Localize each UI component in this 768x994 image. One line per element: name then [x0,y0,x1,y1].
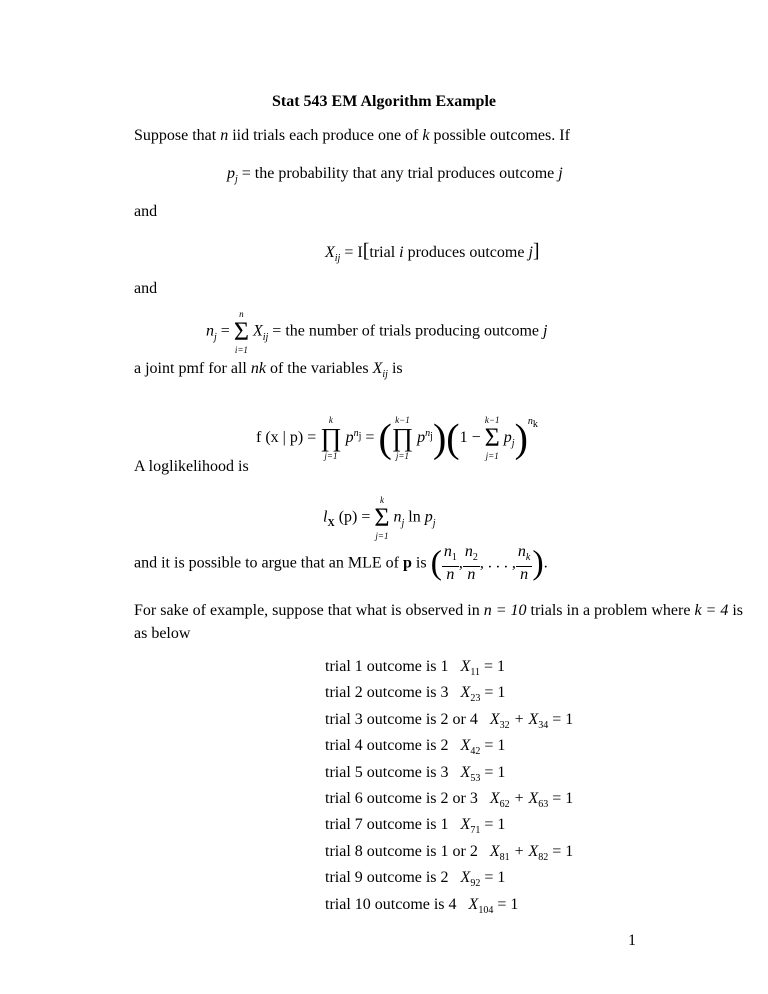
pmf-equation: f (x | p) = k ∏ j=1 $p^{n_j}$ = ( k−1 ∏ j=1 $p^{n_j})(1$ − k−1 Σ j=1 $p_j)^{n_k}$ [256,415,538,462]
page-title: Stat 543 EM Algorithm Example [272,93,496,110]
trial-row: trial 10 outcome is 4 $X_{104} = 1$ [325,895,519,916]
var-n: n [220,127,229,144]
sub: ij [334,253,341,265]
trial-label: trial 1 outcome is 1 [325,658,449,675]
text: produces outcome [407,244,525,261]
trial-row: trial 7 outcome is 1 $X_{71} = 1$ [325,816,506,837]
var: X [460,658,471,675]
var: X [468,895,479,913]
and-text: and [134,203,158,220]
var: X [460,816,471,834]
text: a joint pmf for all [134,360,247,377]
and-text: and [134,280,158,297]
text: iid trials each produce one of [232,127,419,144]
var: n [206,322,214,340]
intro-paragraph [134,126,570,146]
trial-label: trial 6 outcome is 2 or 3 [325,790,478,807]
page-number: 1 [628,932,636,949]
trial-row: trial 3 outcome is 2 or 4 $X_{32} + X_{34} = 1$ [325,710,574,731]
text: Suppose that [134,127,217,144]
trial-row: trial 9 outcome is 2 $X_{92} = 1$ [325,869,506,890]
trial-row: trial 8 outcome is 1 or 2 $X_{81} + X_{82} = 1$ [325,842,574,863]
pj-definition [227,164,563,190]
text: trial [369,244,396,261]
var: X [489,790,500,807]
var: X [325,244,335,261]
example-paragraph-end: as below [134,625,191,642]
sub: j [235,174,238,186]
loglik-intro: A loglikelihood is [134,458,249,475]
text: = the number of trials producing outcome [272,322,540,340]
trial-row: trial 1 outcome is 1 $X_{11} = 1$ [325,658,505,679]
var: nk [250,360,266,377]
loglik-equation: $l_X$ (p) = k Σ j=1 $n_j$ $\ln p_j$ [323,495,436,541]
xij-definition: $X_{ij}$ = I[trial i produces outcome j] [325,240,540,265]
sum-icon: k−1 Σ j=1 [484,415,500,462]
trial-label: trial 7 outcome is 1 [325,816,449,834]
var: j [528,244,533,261]
nj-definition: $n_j$ = n Σ i=1 $X_{ij}$ = the number of trials producing outcome j [206,309,548,355]
trial-label: trial 8 outcome is 1 or 2 [325,842,478,860]
trial-label: trial 2 outcome is 3 [325,684,449,702]
var: X [489,710,500,728]
trial-row: trial 2 outcome is 3 $X_{23} = 1$ [325,684,506,705]
var: X [460,869,471,887]
indicator: = I [344,244,363,261]
var: j [543,322,548,340]
example-paragraph: For sake of example, suppose that what is observed in n = 10 trials in a problem where k = 4 is [134,602,744,619]
trial-label: trial 4 outcome is 2 [325,737,449,755]
var: X [460,684,471,702]
text: of the variables [269,360,369,377]
var: X [460,737,471,755]
sub: j [214,331,217,343]
sub: ij [262,331,269,343]
sub: ij [382,369,388,381]
var: X [489,842,500,860]
mle-statement: and it is possible to argue that an MLE of p is ( $\frac{n_1}{n}$ , $\frac{n_2}{n}$ , . . . , $\frac{n_k}{n}$ ). [134,543,548,584]
trial-row: trial 4 outcome is 2 $X_{42} = 1$ [325,737,506,758]
trial-row: trial 6 outcome is 2 or 3 $X_{62} + X_{63} = 1$ [325,790,574,811]
product-icon: k ∏ j=1 [320,415,342,462]
lhs: f (x | p) = [256,429,317,446]
trial-label: trial 10 outcome is 4 [325,895,457,913]
trial-label: trial 3 outcome is 2 or 4 [325,710,478,728]
var: j [558,165,563,182]
sum-icon: n Σ i=1 [233,309,249,355]
text: is [391,360,403,377]
trial-row: trial 5 outcome is 3 $X_{53} = 1$ [325,763,506,784]
var: X [460,763,471,781]
text: = the probability that any trial produces outcome [241,165,555,182]
product-icon: k−1 ∏ j=1 [391,415,414,462]
var: i [399,244,404,261]
var-k: k [422,127,430,144]
text: possible outcomes. If [433,127,570,144]
var: X [372,360,383,377]
trial-label: trial 5 outcome is 3 [325,763,449,781]
sum-icon: k Σ j=1 [374,495,390,541]
var: p [227,165,235,182]
var: X [252,322,263,340]
pmf-intro [134,359,403,385]
trial-label: trial 9 outcome is 2 [325,869,449,887]
